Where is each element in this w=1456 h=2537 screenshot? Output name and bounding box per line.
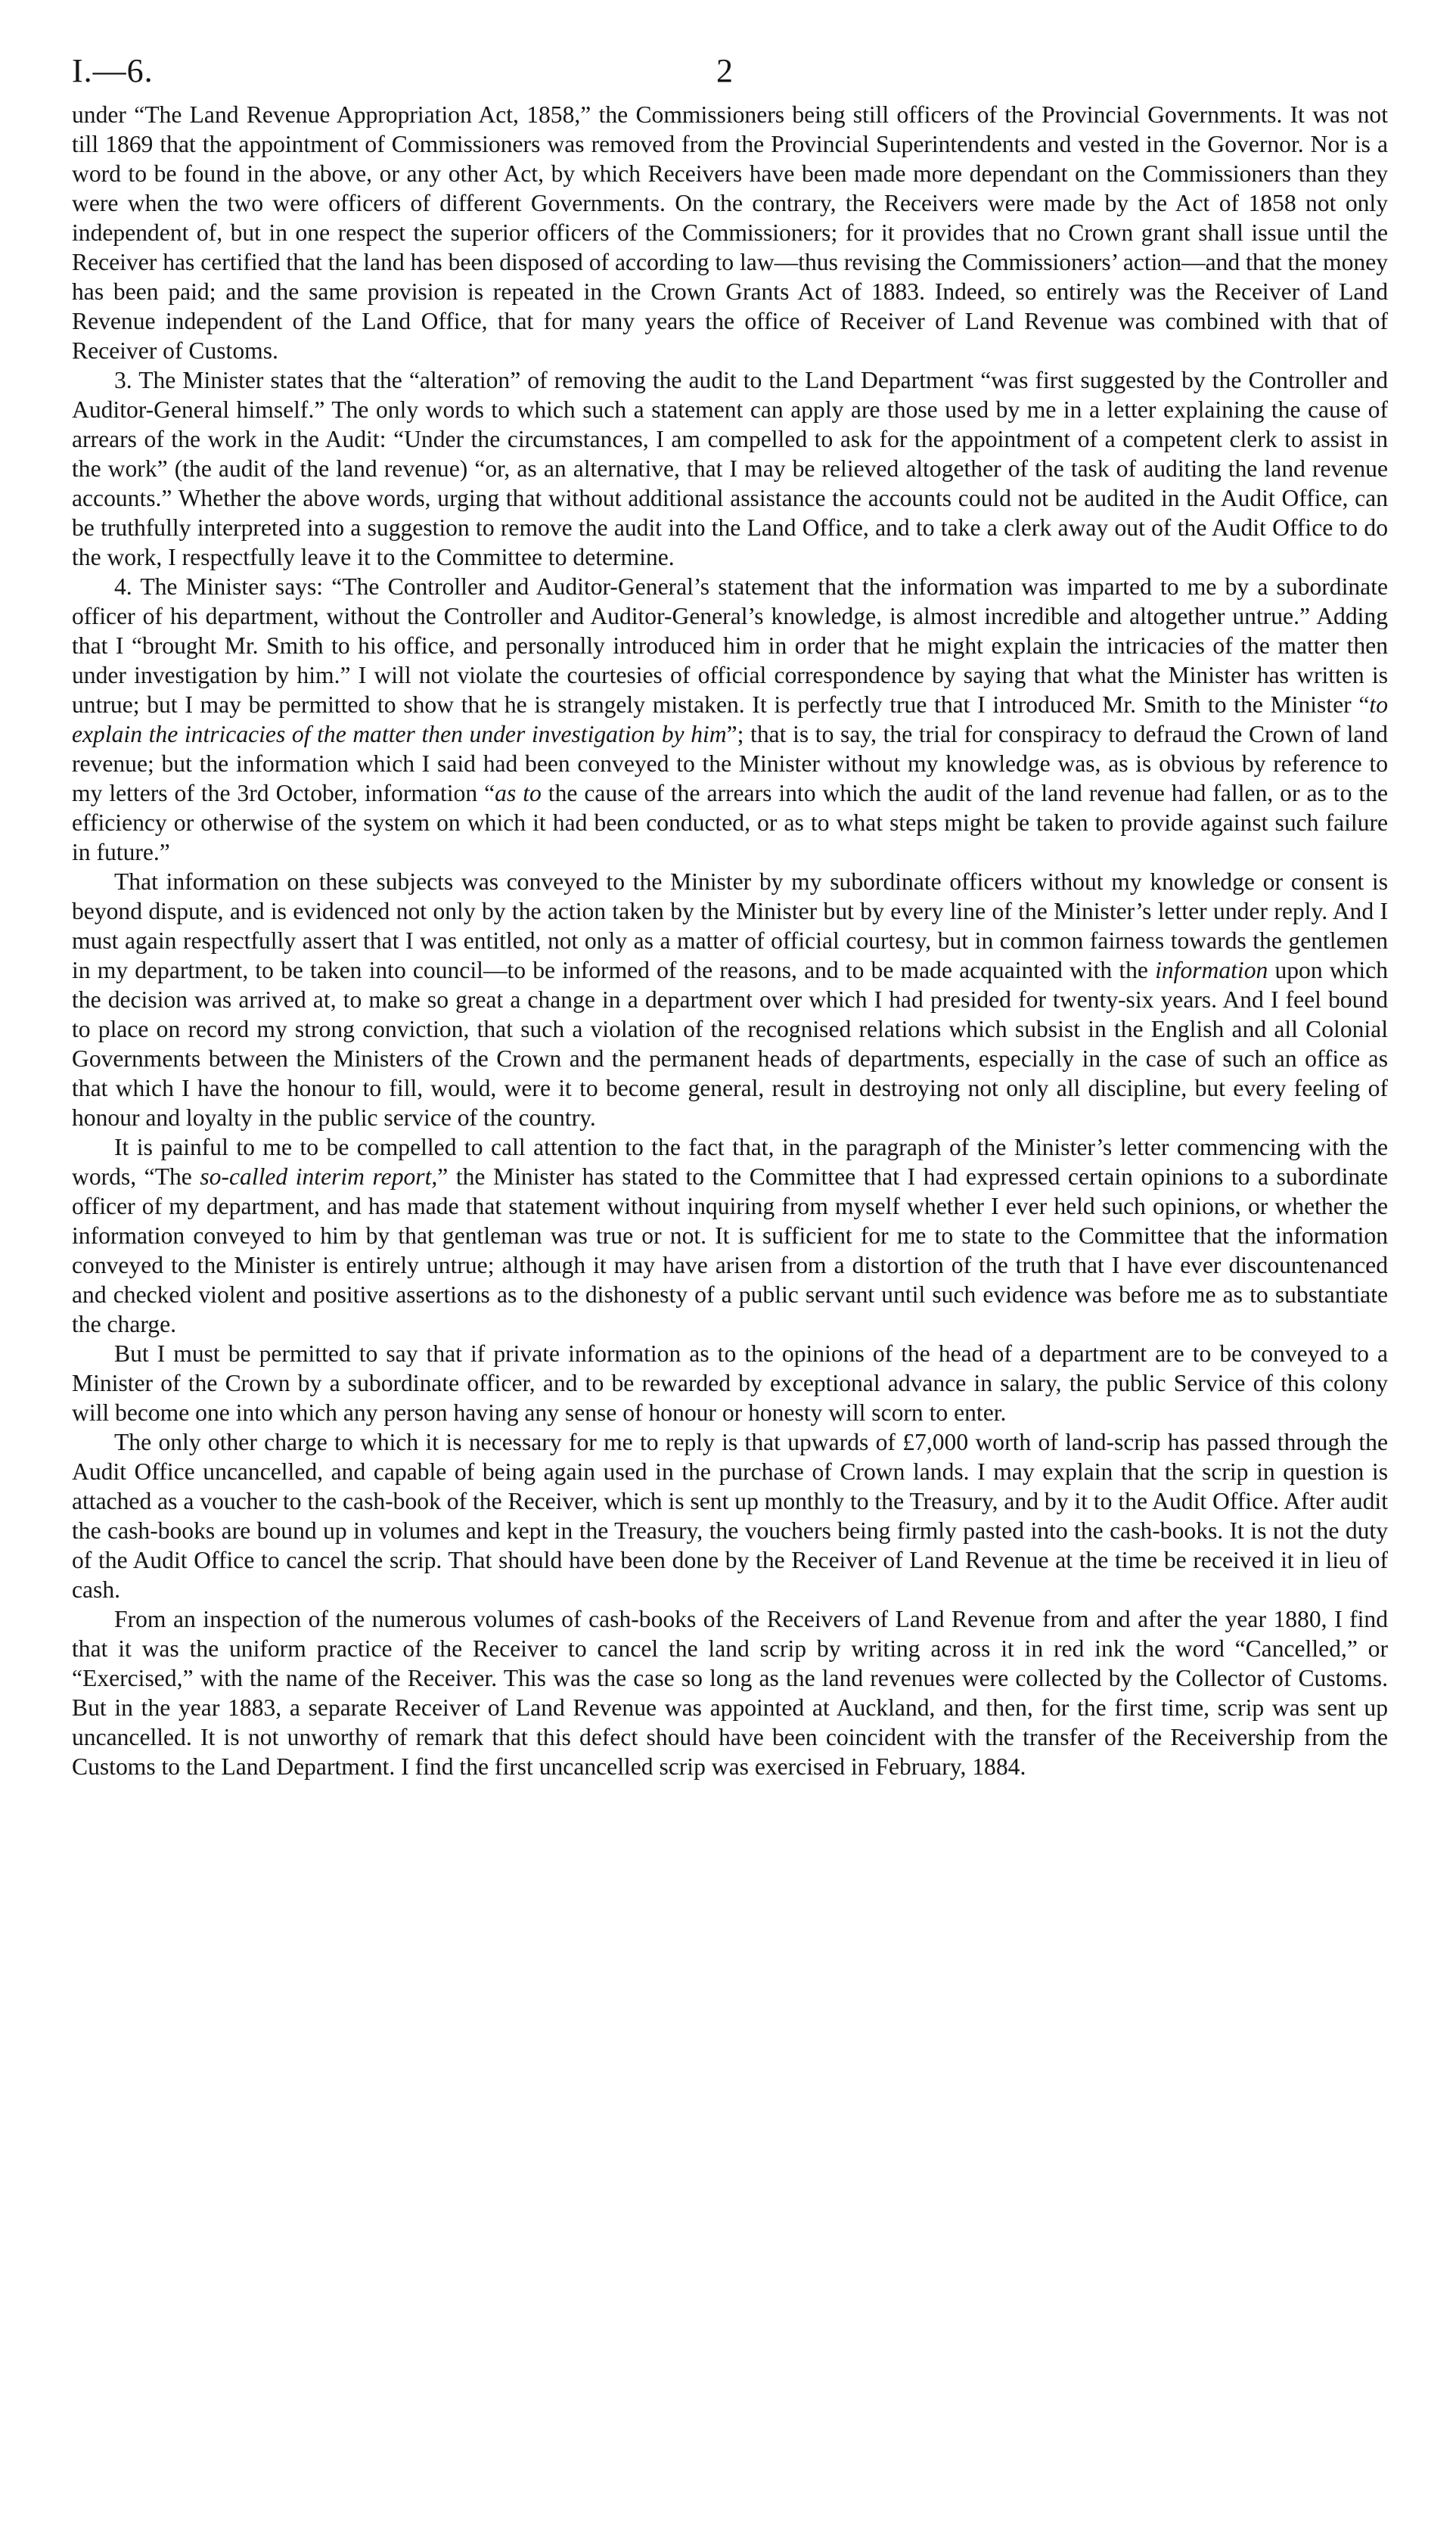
- paragraph-land-scrip: [72, 1427, 1388, 1604]
- text-segment: the cause of the arrears into which the audit of the land revenue had fallen, or as to the efficiency or otherwise of the system on which it had been conducted, or as to what steps might be taken to provide against such failure in future.”: [72, 780, 1388, 865]
- text-segment: 3. The Minister states that the “alteration” of removing the audit to the Land Department “was first suggested by the Controller and Auditor-General himself.” The only words to which such a statement can apply are those used by me in a letter explaining the cause of arrears of the work in the Audit: “Under the circumstances, I am compelled to ask for the appointment of a competent clerk to assist in the work” (the audit of the land revenue) “or, as an alternative, that I may be relieved altogether of the task of auditing the land revenue accounts.” Whether the above words, urging that without additional assistance the accounts could not be audited in the Audit Office, can be truthfully interpreted into a suggestion to remove the audit into the Land Office, and to take a clerk away out of the Audit Office to do the work, I respectfully leave it to the Committee to determine.: [72, 367, 1388, 570]
- italic-segment: information: [1155, 957, 1268, 983]
- page-number: 2: [716, 52, 733, 89]
- paragraph-3: [72, 365, 1388, 572]
- text-segment: 4. The Minister says: “The Controller and Auditor-General’s statement that the information was imparted to me by a subordinate officer of his department, without the Controller and Auditor-General’s knowledge, is almost incredible and altogether untrue.” Adding that I “brought Mr. Smith to his office, and personally introduced him in order that he might explain the intricacies of the matter then under investigation by him.” I will not violate the courtesies of official correspondence by saying that what the Minister has written is untrue; but I may be permitted to show that he is strangely mistaken. It is perfectly true that I introduced Mr. Smith to the Minister “: [72, 573, 1388, 718]
- text-segment: ” the Minister has stated to the Committee that I had expressed certain opinions to a subordinate officer of my department, and has made that statement without inquiring from myself whether I ever held such opinions, or whether the information conveyed to him by that gentleman was true or not. It is sufficient for me to state to the Committee that the information conveyed to the Minister is entirely untrue; although it may have arisen from a distortion of the truth that I have ever discountenanced and checked violent and positive assertions as to the dishonesty of a public servant until such evidence was before me as to substantiate the charge.: [72, 1163, 1388, 1337]
- text-segment: upon which the decision was arrived at, to make so great a change in a department over which I had presided for twenty-six years. And I feel bound to place on record my strong conviction, that such a violation of the recognised relations which subsist in the English and all Colonial Governments between the Ministers of the Crown and the permanent heads of departments, especially in the case of such an office as that which I have the honour to fill, would, were it to become general, result in destroying not only all discipline, but every feeling of honour and loyalty in the public service of the country.: [72, 957, 1388, 1131]
- paragraph-information: [72, 867, 1388, 1132]
- paragraph-private-information: [72, 1339, 1388, 1427]
- italic-segment: so-called interim report,: [200, 1163, 438, 1190]
- body-text: [72, 100, 1388, 1781]
- paragraph-4: [72, 572, 1388, 867]
- italic-segment: as to: [495, 780, 542, 806]
- text-segment: The only other charge to which it is necessary for me to reply is that upwards of £7,000 worth of land-scrip has passed through the Audit Office uncancelled, and capable of being again used in the purchase of Crown lands. I may explain that the scrip in question is attached as a voucher to the cash-book of the Receiver, which is sent up monthly to the Treasury, and by it to the Audit Office. After audit the cash-books are bound up in volumes and kept in the Treasury, the vouchers being firmly pasted into the cash-books. It is not the duty of the Audit Office to cancel the scrip. That should have been done by the Receiver of Land Revenue at the time be received it in lieu of cash.: [72, 1429, 1388, 1603]
- paragraph-interim-report: [72, 1132, 1388, 1339]
- italic-segment: to explain the intricacies of the matter then under investigation by him: [72, 691, 1388, 747]
- paragraph-cash-books: [72, 1604, 1388, 1781]
- text-segment: ”; that is to say, the trial for conspiracy to defraud the Crown of land revenue; but the information which I said had been conveyed to the Minister without my knowledge was, as is obvious by reference to my letters of the 3rd October, information “: [72, 721, 1388, 806]
- document-reference: I.—6.: [72, 52, 154, 89]
- page-header: [72, 45, 1388, 100]
- paragraph-continuation: [72, 100, 1388, 365]
- document-page: [72, 45, 1388, 1781]
- text-segment: But I must be permitted to say that if private information as to the opinions of the head of a department are to be conveyed to a Minister of the Crown by a subordinate officer, and to be rewarded by exceptional advance in salary, the public Service of this colony will become one into which any person having any sense of honour or honesty will scorn to enter.: [72, 1340, 1388, 1426]
- text-segment: From an inspection of the numerous volumes of cash-books of the Receivers of Land Revenue from and after the year 1880, I find that it was the uniform practice of the Receiver to cancel the land scrip by writing across it in red ink the word “Cancelled,” or “Exercised,” with the name of the Receiver. This was the case so long as the land revenues were collected by the Collector of Customs. But in the year 1883, a separate Receiver of Land Revenue was appointed at Auckland, and then, for the first time, scrip was sent up uncancelled. It is not unworthy of remark that this defect should have been coincident with the transfer of the Receivership from the Customs to the Land Department. I find the first uncancelled scrip was exercised in February, 1884.: [72, 1606, 1388, 1780]
- text-segment: under “The Land Revenue Appropriation Act, 1858,” the Commissioners being still officers of the Provincial Governments. It was not till 1869 that the appointment of Commissioners was removed from the Provincial Superintendents and vested in the Governor. Nor is a word to be found in the above, or any other Act, by which Receivers have been made more dependant on the Commissioners than they were when the two were officers of different Governments. On the contrary, the Receivers were made by the Act of 1858 not only independent of, but in one respect the superior officers of the Commissioners; for it provides that no Crown grant shall issue until the Receiver has certified that the land has been disposed of according to law—thus revising the Commissioners’ action—and that the money has been paid; and the same provision is repeated in the Crown Grants Act of 1883. Indeed, so entirely was the Receiver of Land Revenue independent of the Land Office, that for many years the office of Receiver of Land Revenue was combined with that of Receiver of Customs.: [72, 101, 1388, 364]
- text-segment: It is painful to me to be compelled to call attention to the fact that, in the paragraph of the Minister’s letter commencing with the words, “The: [72, 1134, 1388, 1190]
- text-segment: That information on these subjects was conveyed to the Minister by my subordinate officers without my knowledge or consent is beyond dispute, and is evidenced not only by the action taken by the Minister but by every line of the Minister’s letter under reply. And I must again respectfully assert that I was entitled, not only as a matter of official courtesy, but in common fairness towards the gentlemen in my department, to be taken into council—to be informed of the reasons, and to be made acquainted with the: [72, 868, 1388, 983]
